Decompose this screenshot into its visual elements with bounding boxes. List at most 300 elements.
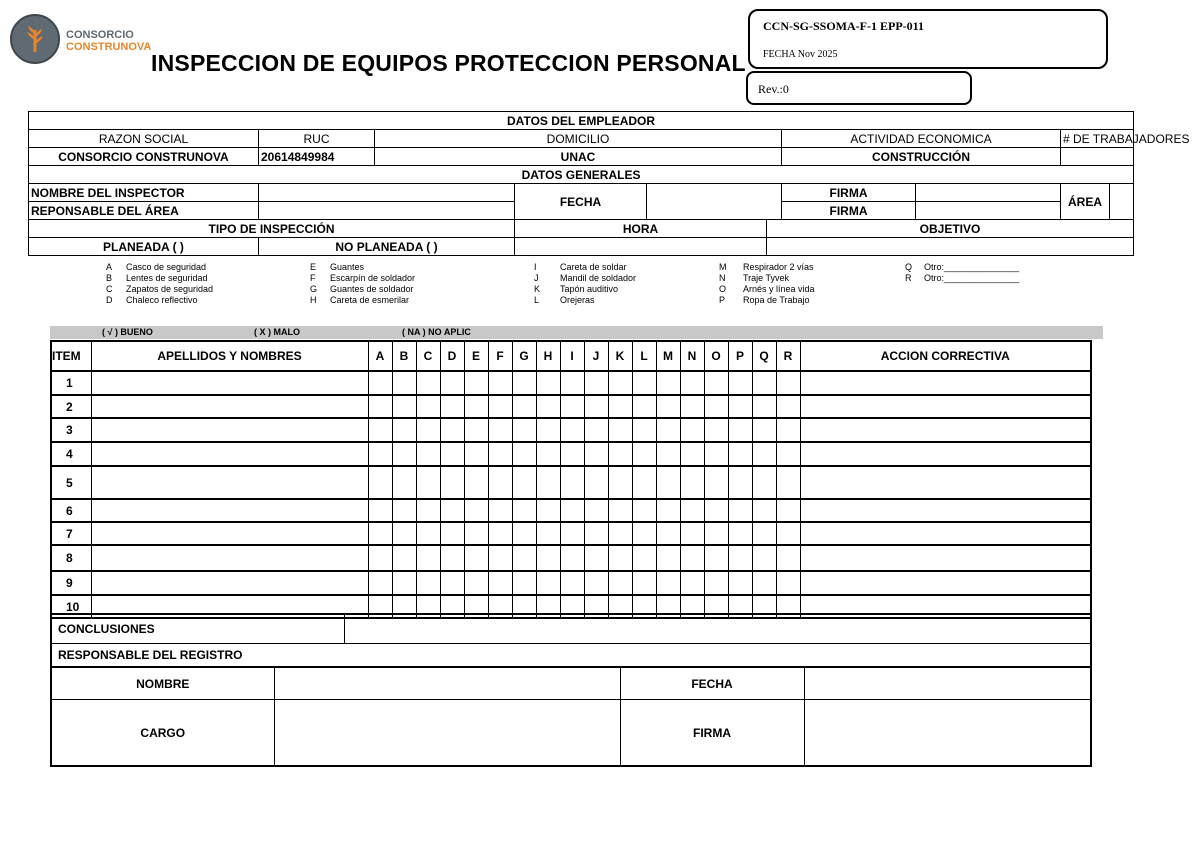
epp-check-cell-f[interactable]: [488, 442, 512, 466]
epp-check-cell-i[interactable]: [560, 499, 584, 522]
epp-check-cell-l[interactable]: [632, 395, 656, 418]
epp-check-cell-e[interactable]: [464, 499, 488, 522]
item-number: 10: [51, 595, 91, 618]
epp-check-cell-h[interactable]: [536, 418, 560, 442]
epp-check-cell-g[interactable]: [512, 371, 536, 395]
corrective-action-header: ACCION CORRECTIVA: [800, 341, 1091, 371]
epp-check-cell-o[interactable]: [704, 466, 728, 499]
epp-check-cell-l[interactable]: [632, 418, 656, 442]
epp-check-cell-g[interactable]: [512, 395, 536, 418]
trabajadores-header: # DE TRABAJADORES: [1061, 130, 1134, 148]
epp-check-cell-g[interactable]: [512, 545, 536, 571]
epp-check-cell-n[interactable]: [680, 418, 704, 442]
epp-check-cell-h[interactable]: [536, 371, 560, 395]
epp-check-cell-l[interactable]: [632, 442, 656, 466]
page-title: INSPECCION DE EQUIPOS PROTECCION PERSONAL: [151, 50, 746, 76]
epp-check-cell-n[interactable]: [680, 395, 704, 418]
worker-name-cell[interactable]: [91, 499, 368, 522]
epp-column-h: H: [536, 341, 560, 371]
tipo-inspeccion-label: TIPO DE INSPECCIÓN: [29, 220, 515, 238]
epp-check-cell-r[interactable]: [776, 571, 800, 595]
conclusions-table: [50, 613, 1092, 667]
name-header: APELLIDOS Y NOMBRES: [91, 341, 368, 371]
epp-check-cell-n[interactable]: [680, 571, 704, 595]
logo-wheat-icon: [20, 24, 50, 54]
epp-check-cell-f[interactable]: [488, 522, 512, 545]
table-row: [51, 466, 1091, 499]
epp-check-cell-c[interactable]: [416, 466, 440, 499]
epp-check-cell-i[interactable]: [560, 442, 584, 466]
epp-check-cell-f[interactable]: [488, 418, 512, 442]
epp-check-cell-d[interactable]: [440, 395, 464, 418]
firma-value-1[interactable]: [916, 184, 1061, 202]
epp-check-cell-q[interactable]: [752, 499, 776, 522]
worker-name-cell[interactable]: [91, 418, 368, 442]
corrective-action-cell[interactable]: [800, 466, 1091, 499]
epp-column-i: I: [560, 341, 584, 371]
epp-check-cell-m[interactable]: [656, 466, 680, 499]
epp-check-cell-g[interactable]: [512, 499, 536, 522]
epp-check-cell-m[interactable]: [656, 499, 680, 522]
corrective-action-cell[interactable]: [800, 545, 1091, 571]
epp-check-cell-f[interactable]: [488, 545, 512, 571]
epp-check-cell-a[interactable]: [368, 466, 392, 499]
inspector-label: NOMBRE DEL INSPECTOR: [29, 184, 259, 202]
epp-check-cell-a[interactable]: [368, 371, 392, 395]
epp-check-cell-j[interactable]: [584, 371, 608, 395]
epp-check-cell-o[interactable]: [704, 545, 728, 571]
epp-check-cell-f[interactable]: [488, 466, 512, 499]
area-label: ÁREA: [1061, 184, 1110, 220]
legend-column-5: [905, 262, 1019, 284]
epp-check-cell-g[interactable]: [512, 522, 536, 545]
epp-check-cell-h[interactable]: [536, 395, 560, 418]
status-malo: ( X ) MALO: [254, 327, 300, 337]
epp-check-cell-e[interactable]: [464, 571, 488, 595]
item-number: 7: [51, 522, 91, 545]
epp-column-j: J: [584, 341, 608, 371]
epp-check-cell-l[interactable]: [632, 466, 656, 499]
epp-check-cell-o[interactable]: [704, 371, 728, 395]
responsable-label: REPONSABLE DEL ÁREA: [29, 202, 259, 220]
epp-check-cell-j[interactable]: [584, 522, 608, 545]
epp-check-cell-o[interactable]: [704, 418, 728, 442]
legend-item: A Casco de seguridad: [106, 262, 207, 272]
epp-check-cell-a[interactable]: [368, 571, 392, 595]
epp-check-cell-m[interactable]: [656, 395, 680, 418]
epp-check-cell-p[interactable]: [728, 418, 752, 442]
epp-check-cell-p[interactable]: [728, 395, 752, 418]
worker-name-cell[interactable]: [91, 466, 368, 499]
epp-check-cell-c[interactable]: [416, 395, 440, 418]
epp-check-cell-b[interactable]: [392, 545, 416, 571]
epp-column-c: C: [416, 341, 440, 371]
actividad-value: CONSTRUCCIÓN: [782, 148, 1061, 166]
epp-check-cell-k[interactable]: [608, 395, 632, 418]
legend-item: K Tapón auditivo: [534, 284, 619, 294]
epp-check-cell-n[interactable]: [680, 545, 704, 571]
epp-check-cell-q[interactable]: [752, 545, 776, 571]
legend-item: G Guantes de soldador: [310, 284, 414, 294]
corrective-action-cell[interactable]: [800, 571, 1091, 595]
razon-social-value: CONSORCIO CONSTRUNOVA: [29, 148, 259, 166]
epp-check-cell-a[interactable]: [368, 545, 392, 571]
epp-check-cell-p[interactable]: [728, 442, 752, 466]
epp-check-cell-o[interactable]: [704, 499, 728, 522]
epp-check-cell-d[interactable]: [440, 545, 464, 571]
corrective-action-cell[interactable]: [800, 499, 1091, 522]
epp-check-cell-j[interactable]: [584, 395, 608, 418]
epp-check-cell-k[interactable]: [608, 466, 632, 499]
epp-column-b: B: [392, 341, 416, 371]
epp-check-cell-j[interactable]: [584, 571, 608, 595]
epp-check-cell-h[interactable]: [536, 545, 560, 571]
epp-check-cell-i[interactable]: [560, 571, 584, 595]
legend-item: H Careta de esmerilar: [310, 295, 410, 305]
epp-check-cell-p[interactable]: [728, 466, 752, 499]
epp-check-cell-r[interactable]: [776, 466, 800, 499]
inspection-items-table: [50, 340, 1092, 619]
epp-check-cell-h[interactable]: [536, 571, 560, 595]
hora-label: HORA: [515, 220, 767, 238]
epp-column-q: Q: [752, 341, 776, 371]
epp-check-cell-o[interactable]: [704, 522, 728, 545]
worker-name-cell[interactable]: [91, 571, 368, 595]
legend-item: M Respirador 2 vías: [719, 262, 814, 272]
fecha-registro-label: FECHA: [620, 668, 804, 700]
fecha-registro-value[interactable]: [804, 668, 1091, 700]
epp-check-cell-b[interactable]: [392, 418, 416, 442]
epp-check-cell-j[interactable]: [584, 545, 608, 571]
epp-check-cell-l[interactable]: [632, 571, 656, 595]
epp-check-cell-c[interactable]: [416, 371, 440, 395]
epp-check-cell-l[interactable]: [632, 499, 656, 522]
epp-check-cell-c[interactable]: [416, 499, 440, 522]
epp-column-n: N: [680, 341, 704, 371]
epp-check-cell-e[interactable]: [464, 395, 488, 418]
epp-check-cell-l[interactable]: [632, 545, 656, 571]
document-date: FECHA Nov 2025: [763, 49, 838, 60]
document-code: CCN-SG-SSOMA-F-1 EPP-011: [763, 19, 924, 33]
hora-value[interactable]: [515, 238, 767, 256]
epp-check-cell-r[interactable]: [776, 371, 800, 395]
epp-check-cell-k[interactable]: [608, 522, 632, 545]
legend-item: E Guantes: [310, 262, 365, 272]
legend-item: I Careta de soldar: [534, 262, 627, 272]
epp-check-cell-c[interactable]: [416, 545, 440, 571]
corrective-action-cell[interactable]: [800, 395, 1091, 418]
epp-check-cell-d[interactable]: [440, 418, 464, 442]
actividad-header: ACTIVIDAD ECONOMICA: [782, 130, 1061, 148]
epp-check-cell-n[interactable]: [680, 466, 704, 499]
epp-check-cell-c[interactable]: [416, 571, 440, 595]
nombre-label: NOMBRE: [51, 668, 274, 700]
epp-check-cell-h[interactable]: [536, 442, 560, 466]
status-bueno: ( √ ) BUENO: [102, 327, 153, 337]
worker-name-cell[interactable]: [91, 522, 368, 545]
table-row: [51, 499, 1091, 522]
general-section-title: DATOS GENERALES: [29, 166, 1134, 184]
table-row: [51, 522, 1091, 545]
logo-name-line1: CONSORCIO: [66, 29, 134, 41]
epp-check-cell-a[interactable]: [368, 442, 392, 466]
trabajadores-value[interactable]: [1061, 148, 1134, 166]
status-no-aplica: ( NA ) NO APLIC: [402, 327, 471, 337]
epp-check-cell-f[interactable]: [488, 499, 512, 522]
epp-check-cell-b[interactable]: [392, 442, 416, 466]
epp-check-cell-g[interactable]: [512, 571, 536, 595]
epp-check-cell-o[interactable]: [704, 571, 728, 595]
worker-name-cell[interactable]: [91, 545, 368, 571]
epp-check-cell-j[interactable]: [584, 418, 608, 442]
epp-check-cell-k[interactable]: [608, 499, 632, 522]
employer-data-table: [28, 111, 1190, 256]
worker-name-cell[interactable]: [91, 371, 368, 395]
worker-name-cell[interactable]: [91, 395, 368, 418]
epp-column-o: O: [704, 341, 728, 371]
legend-item: Q Otro:_______________: [905, 262, 1020, 272]
fecha-value[interactable]: [647, 184, 782, 220]
epp-column-g: G: [512, 341, 536, 371]
epp-check-cell-r[interactable]: [776, 499, 800, 522]
item-number: 3: [51, 418, 91, 442]
item-number: 4: [51, 442, 91, 466]
ruc-header: RUC: [259, 130, 375, 148]
objetivo-value[interactable]: [767, 238, 1134, 256]
document-code-box: [748, 9, 1108, 69]
epp-check-cell-r[interactable]: [776, 395, 800, 418]
epp-check-cell-r[interactable]: [776, 418, 800, 442]
item-number: 6: [51, 499, 91, 522]
epp-check-cell-e[interactable]: [464, 442, 488, 466]
epp-check-cell-b[interactable]: [392, 466, 416, 499]
epp-column-a: A: [368, 341, 392, 371]
legend-item: F Escarpín de soldador: [310, 273, 416, 283]
epp-check-cell-f[interactable]: [488, 571, 512, 595]
epp-check-cell-p[interactable]: [728, 499, 752, 522]
epp-check-cell-j[interactable]: [584, 499, 608, 522]
logo-name-line2: CONSTRUNOVA: [66, 41, 152, 53]
epp-check-cell-n[interactable]: [680, 371, 704, 395]
epp-check-cell-a[interactable]: [368, 418, 392, 442]
area-value[interactable]: [1110, 184, 1134, 220]
planeada-option[interactable]: PLANEADA ( ): [29, 238, 259, 256]
responsable-value[interactable]: [259, 202, 515, 220]
legend-item: N Traje Tyvek: [719, 273, 790, 283]
epp-column-e: E: [464, 341, 488, 371]
epp-check-cell-k[interactable]: [608, 371, 632, 395]
table-row: [51, 442, 1091, 466]
epp-check-cell-k[interactable]: [608, 442, 632, 466]
epp-check-cell-h[interactable]: [536, 499, 560, 522]
epp-check-cell-d[interactable]: [440, 522, 464, 545]
epp-check-cell-f[interactable]: [488, 395, 512, 418]
corrective-action-cell[interactable]: [800, 442, 1091, 466]
epp-check-cell-e[interactable]: [464, 371, 488, 395]
table-row: [51, 418, 1091, 442]
epp-check-cell-e[interactable]: [464, 545, 488, 571]
epp-check-cell-o[interactable]: [704, 395, 728, 418]
epp-check-cell-k[interactable]: [608, 545, 632, 571]
epp-check-cell-a[interactable]: [368, 522, 392, 545]
epp-column-p: P: [728, 341, 752, 371]
epp-check-cell-p[interactable]: [728, 545, 752, 571]
epp-check-cell-r[interactable]: [776, 522, 800, 545]
employer-section-title: DATOS DEL EMPLEADOR: [29, 112, 1134, 130]
epp-check-cell-g[interactable]: [512, 418, 536, 442]
epp-column-m: M: [656, 341, 680, 371]
conclusiones-label: CONCLUSIONES: [51, 614, 344, 644]
epp-check-cell-h[interactable]: [536, 522, 560, 545]
legend-item: R Otro:_______________: [905, 273, 1020, 283]
epp-check-cell-b[interactable]: [392, 522, 416, 545]
corrective-action-cell[interactable]: [800, 522, 1091, 545]
epp-check-cell-k[interactable]: [608, 571, 632, 595]
epp-check-cell-q[interactable]: [752, 442, 776, 466]
signature-table: [50, 667, 1092, 767]
legend-item: B Lentes de seguridad: [106, 273, 208, 283]
epp-check-cell-l[interactable]: [632, 371, 656, 395]
firma-registro-value[interactable]: [804, 700, 1091, 767]
epp-column-d: D: [440, 341, 464, 371]
epp-check-cell-o[interactable]: [704, 442, 728, 466]
inspector-value[interactable]: [259, 184, 515, 202]
no-planeada-option[interactable]: NO PLANEADA ( ): [259, 238, 515, 256]
epp-column-f: F: [488, 341, 512, 371]
epp-check-cell-i[interactable]: [560, 466, 584, 499]
epp-check-cell-f[interactable]: [488, 371, 512, 395]
epp-check-cell-m[interactable]: [656, 371, 680, 395]
epp-check-cell-i[interactable]: [560, 371, 584, 395]
epp-check-cell-m[interactable]: [656, 545, 680, 571]
epp-check-cell-q[interactable]: [752, 466, 776, 499]
epp-check-cell-n[interactable]: [680, 522, 704, 545]
ruc-value: 20614849984: [259, 148, 375, 166]
epp-check-cell-i[interactable]: [560, 418, 584, 442]
epp-check-cell-m[interactable]: [656, 442, 680, 466]
cargo-value[interactable]: [274, 700, 620, 767]
epp-check-cell-e[interactable]: [464, 522, 488, 545]
item-number: 8: [51, 545, 91, 571]
epp-check-cell-q[interactable]: [752, 371, 776, 395]
epp-check-cell-q[interactable]: [752, 522, 776, 545]
epp-check-cell-c[interactable]: [416, 418, 440, 442]
status-key-bar: [50, 326, 1103, 339]
epp-check-cell-p[interactable]: [728, 371, 752, 395]
corrective-action-cell[interactable]: [800, 371, 1091, 395]
responsable-registro-label: RESPONSABLE DEL REGISTRO: [51, 644, 1091, 667]
domicilio-header: DOMICILIO: [375, 130, 782, 148]
item-header: ITEM: [51, 341, 91, 371]
epp-check-cell-r[interactable]: [776, 545, 800, 571]
epp-check-cell-e[interactable]: [464, 466, 488, 499]
epp-check-cell-d[interactable]: [440, 442, 464, 466]
legend-item: P Ropa de Trabajo: [719, 295, 810, 305]
epp-check-cell-m[interactable]: [656, 571, 680, 595]
epp-check-cell-d[interactable]: [440, 466, 464, 499]
epp-check-cell-a[interactable]: [368, 395, 392, 418]
item-number: 5: [51, 466, 91, 499]
legend-item: O Arnés y línea vida: [719, 284, 815, 294]
epp-check-cell-n[interactable]: [680, 442, 704, 466]
firma-registro-label: FIRMA: [620, 700, 804, 767]
table-row: [51, 545, 1091, 571]
domicilio-value: UNAC: [375, 148, 782, 166]
conclusiones-value[interactable]: [344, 614, 1091, 644]
worker-name-cell[interactable]: [91, 442, 368, 466]
epp-column-l: L: [632, 341, 656, 371]
epp-check-cell-q[interactable]: [752, 571, 776, 595]
table-row: [51, 571, 1091, 595]
epp-check-cell-p[interactable]: [728, 571, 752, 595]
epp-check-cell-i[interactable]: [560, 395, 584, 418]
epp-check-cell-c[interactable]: [416, 522, 440, 545]
epp-check-cell-e[interactable]: [464, 418, 488, 442]
nombre-value[interactable]: [274, 668, 620, 700]
epp-check-cell-j[interactable]: [584, 442, 608, 466]
corrective-action-cell[interactable]: [800, 418, 1091, 442]
razon-social-header: RAZON SOCIAL: [29, 130, 259, 148]
legend-item: J Mandil de soldador: [534, 273, 637, 283]
epp-check-cell-i[interactable]: [560, 522, 584, 545]
epp-check-cell-d[interactable]: [440, 371, 464, 395]
epp-check-cell-g[interactable]: [512, 442, 536, 466]
epp-check-cell-m[interactable]: [656, 418, 680, 442]
item-number: 9: [51, 571, 91, 595]
firma-value-2[interactable]: [916, 202, 1061, 220]
item-number: 2: [51, 395, 91, 418]
epp-column-k: K: [608, 341, 632, 371]
epp-check-cell-q[interactable]: [752, 395, 776, 418]
legend-column-3: [534, 262, 636, 306]
fecha-label: FECHA: [515, 184, 647, 220]
epp-check-cell-m[interactable]: [656, 522, 680, 545]
epp-check-cell-p[interactable]: [728, 522, 752, 545]
firma-label-1: FIRMA: [782, 184, 916, 202]
epp-check-cell-b[interactable]: [392, 571, 416, 595]
revision-box: [746, 71, 972, 105]
epp-check-cell-b[interactable]: [392, 395, 416, 418]
firma-label-2: FIRMA: [782, 202, 916, 220]
item-number: 1: [51, 371, 91, 395]
epp-check-cell-a[interactable]: [368, 499, 392, 522]
objetivo-label: OBJETIVO: [767, 220, 1134, 238]
epp-check-cell-i[interactable]: [560, 545, 584, 571]
epp-check-cell-k[interactable]: [608, 418, 632, 442]
legend-column-1: [106, 262, 213, 306]
legend-column-2: [310, 262, 415, 306]
company-logo: [10, 14, 60, 64]
epp-check-cell-d[interactable]: [440, 571, 464, 595]
legend-item: L Orejeras: [534, 295, 595, 305]
epp-check-cell-g[interactable]: [512, 466, 536, 499]
epp-check-cell-b[interactable]: [392, 371, 416, 395]
epp-check-cell-d[interactable]: [440, 499, 464, 522]
epp-check-cell-b[interactable]: [392, 499, 416, 522]
table-row: [51, 395, 1091, 418]
epp-column-r: R: [776, 341, 800, 371]
epp-check-cell-l[interactable]: [632, 522, 656, 545]
epp-check-cell-h[interactable]: [536, 466, 560, 499]
epp-check-cell-j[interactable]: [584, 466, 608, 499]
legend-column-4: [719, 262, 815, 306]
epp-check-cell-c[interactable]: [416, 442, 440, 466]
epp-check-cell-q[interactable]: [752, 418, 776, 442]
legend-item: C Zapatos de seguridad: [106, 284, 214, 294]
epp-check-cell-r[interactable]: [776, 442, 800, 466]
epp-check-cell-n[interactable]: [680, 499, 704, 522]
legend-item: D Chaleco reflectivo: [106, 295, 198, 305]
